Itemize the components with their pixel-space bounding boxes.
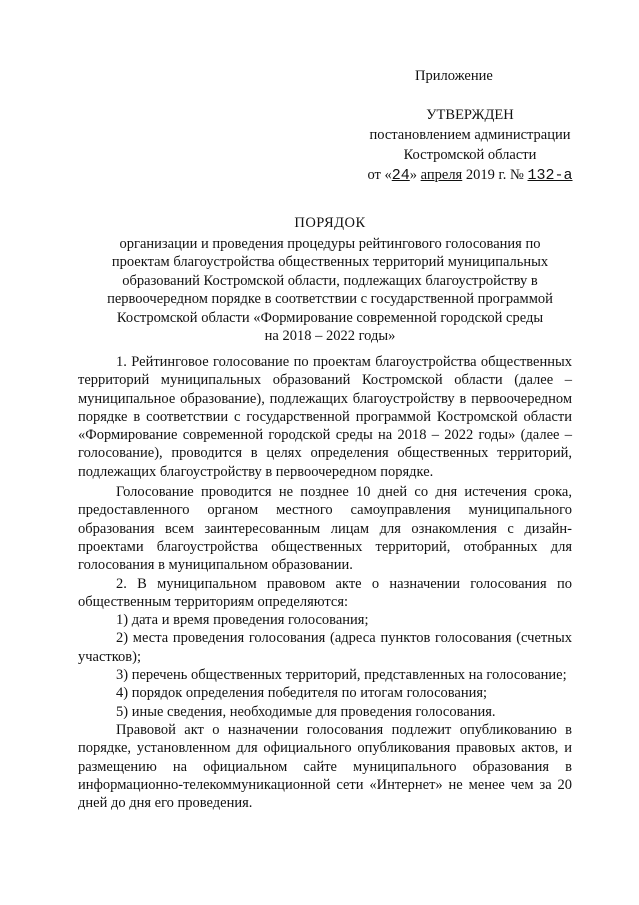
title-line: организации и проведения процедуры рейтингового голосования по [119,235,541,252]
list-item: 1) дата и время проведения голосования; [116,612,369,629]
paragraph: Голосование проводится не позднее 10 дней со дня истечения срока, предоставленного органом местного самоуправления муниципального образования всем заинтересованным лицам для ознакомления с дизайн-проектами благоустройства общественных территорий, отобранных для голосования в муниципальном образовании. [78,484,572,574]
date-year: 2019 г. № [465,167,524,183]
title-line: на 2018 – 2022 годы» [264,328,396,344]
date-prefix: от « [367,167,392,183]
decree-line-2: Костромской области [403,147,537,163]
list-item: 4) порядок определения победителя по итогам голосования; [116,685,488,702]
paragraph: 1. Рейтинговое голосование по проектам благоустройства общественных территорий муниципальных образований Костромской области (далее – муниципальное образование), подлежащих благоустройству в первоочередном порядке в соответствии с государственной программой Костромской области «Формирование современной городской среды на 2018 – 2022 годы» (далее – голосование), проводится в целях определения общественных территорий, подлежащих благоустройству в первоочередном порядке. [78,354,572,480]
approved-label: УТВЕРЖДЕН [426,107,514,123]
paragraph: 2. В муниципальном правовом акте о назначении голосования по общественным территориям определяются: [78,575,572,610]
date-mid: » [409,167,421,183]
document-title [80,214,580,346]
paragraph: Правовой акт о назначении голосования подлежит опубликованию в порядке, установленном для официального опубликования правовых актов, и размещению на официальном сайте муниципального образования в информационно-телекоммуникационной сети «Интернет» не менее чем за 20 дней до дня его проведения. [78,721,572,812]
title-heading: ПОРЯДОК [294,215,366,231]
date-month: апреля [420,167,463,183]
decree-date-line [330,165,610,186]
list-item: 5) иные сведения, необходимые для проведения голосования. [116,703,496,720]
title-line: образований Костромской области, подлежащих благоустройству в [122,272,538,289]
decree-line-1: постановлением администрации [369,127,571,143]
decree-number: 132-а [527,167,573,184]
title-line: Костромской области «Формирование современной городской среды [116,309,544,326]
appendix-label: Приложение [415,68,493,84]
document-body [78,353,572,812]
title-line: проектам благоустройства общественных территорий муниципальных [111,254,549,270]
list-item: 3) перечень общественных территорий, представленных на голосование; [116,667,567,684]
date-day: 24 [391,167,410,184]
spacer [330,86,610,105]
list-item: 2) места проведения голосования (адреса пунктов голосования (счетных участков); [78,630,572,665]
title-line: первоочередном порядке в соответствии с государственной программой [107,291,553,307]
approval-block [330,66,610,186]
